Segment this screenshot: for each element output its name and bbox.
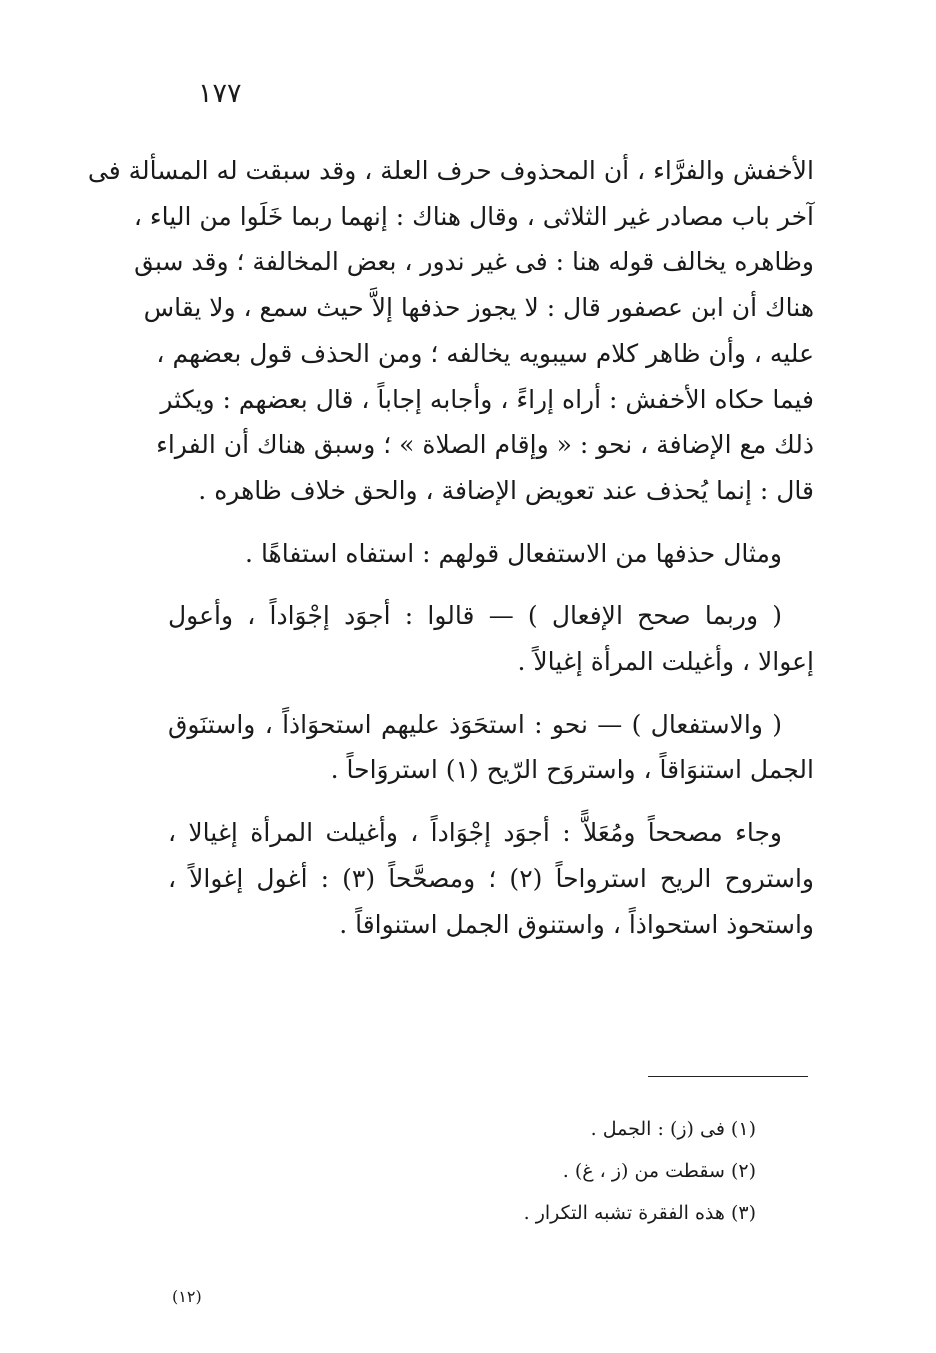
text-line: وجاء مصححاً ومُعَلاًّ : أجوَد إجْوَاداً ، وأغيلت المرأة إغيالا ، [168,818,782,848]
text-line: الجمل استنوَاقاً ، واستروَح الرّيح (١) استروَاحاً . [330,755,814,785]
footnote-2: (٢) سقطت من (ز ، غ) . [562,1160,756,1182]
text-line: هناك أن ابن عصفور قال : لا يجوز حذفها إلاَّ حيث سمع ، ولا يقاس [143,293,814,323]
text-line: فيما حكاه الأخفش : أراه إراءً ، وأجابه إجاباً ، قال بعضهم : ويكثر [160,384,814,414]
text-line: واستحوذ استحواذاً ، واستنوق الجمل استنواقاً . [339,909,814,939]
text-line: ( وربما صحح الإفعال ) — قالوا : أجوَد إجْوَاداً ، وأعول [168,601,782,631]
text-line: عليه ، وأن ظاهر كلام سيبويه يخالفه ؛ ومن الحذف قول بعضهم ، [156,338,814,368]
footnote-divider [648,1076,808,1077]
footnote-3: (٣) هذه الفقرة تشبه التكرار . [523,1202,756,1224]
footnote-1: (١) فى (ز) : الجمل . [590,1118,756,1140]
text-line: ذلك مع الإضافة ، نحو : « وإقام الصلاة » ؛ وسبق هناك أن الفراء [156,430,814,460]
footnotes [524,1108,756,1234]
text-line: ومثال حذفها من الاستفعال قولهم : استفاه استفاهًا . [245,538,782,568]
text-line: إعوالا ، وأغيلت المرأة إغيالاً . [517,647,814,677]
text-line: وظاهره يخالف قوله هنا : فى غير ندور ، بعض المخالفة ؛ وقد سبق [134,247,814,277]
text-line: واستروح الريح استرواحاً (٢) ؛ ومصحَّحاً (٣) : أغول إغوالاً ، [168,863,814,893]
signature-mark: (١٢) [172,1287,202,1306]
text-line: قال : إنما يُحذف عند تعويض الإضافة ، والحق خلاف ظاهره . [198,475,814,505]
text-line: آخر باب مصادر غير الثلاثى ، وقال هناك : إنهما ربما خَلَوا من الياء ، [133,201,814,231]
text-line: ( والاستفعال ) — نحو : استحَوَذ عليهم استحوَاذاً ، واستنَوق [168,709,782,739]
text-line: الأخفش والفرَّاء ، أن المحذوف حرف العلة ، وقد سبقت له المسألة فى [87,156,814,185]
main-text [87,148,814,947]
paragraph-2 [168,531,814,577]
paragraph-5 [168,810,814,947]
paragraph-1 [87,148,814,514]
page-number: ١٧٧ [198,78,242,109]
paragraph-3 [168,593,814,684]
paragraph-4 [168,702,814,793]
